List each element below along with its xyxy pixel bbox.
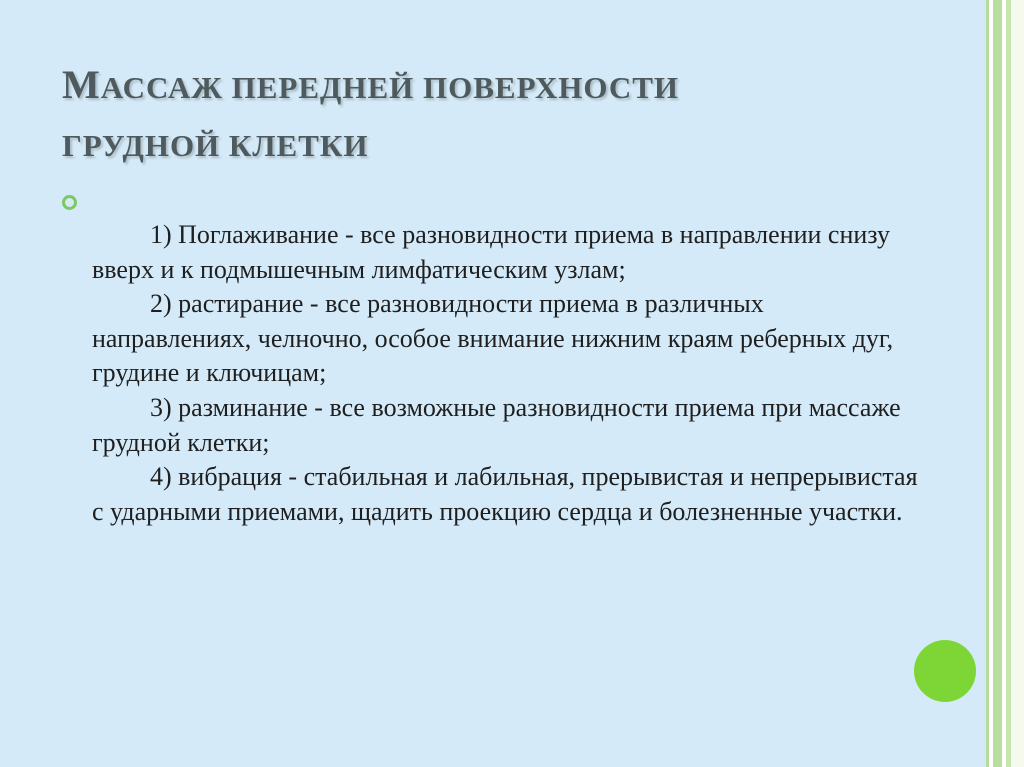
slide-title [62, 56, 942, 175]
title-initial: М [62, 62, 101, 107]
paragraph-stroking: 1) Поглаживание - все разновидности приема в направлении снизу вверх и к подмышечным лимфатическим узлам; [92, 220, 891, 284]
slide-body-text [92, 218, 922, 529]
right-decorative-stripes [976, 0, 1024, 767]
green-circle-icon [914, 640, 976, 702]
stripe [993, 0, 1002, 767]
paragraph-rubbing: 2) растирание - все разновидности приема в различных направлениях, челночно, особое внимание нижним краям реберных дуг, грудине и ключицам; [92, 289, 894, 388]
title-line-2: ГРУДНОЙ КЛЕТКИ [62, 128, 369, 163]
stripe [1011, 0, 1024, 767]
paragraph-kneading: 3) разминание - все возможные разновидности приема при массаже грудной клетки; [92, 392, 901, 457]
ring-bullet-icon [62, 195, 77, 210]
title-line-1 [62, 56, 942, 117]
paragraph-vibration: 4) вибрация - стабильная и лабильная, прерывистая и непрерывистая с ударными приемами, щадить проекцию сердца и болезненные участки. [92, 462, 918, 526]
stripe [976, 0, 986, 767]
title-line-1-text: АССАЖ ПЕРЕДНЕЙ ПОВЕРХНОСТИ [100, 70, 680, 105]
